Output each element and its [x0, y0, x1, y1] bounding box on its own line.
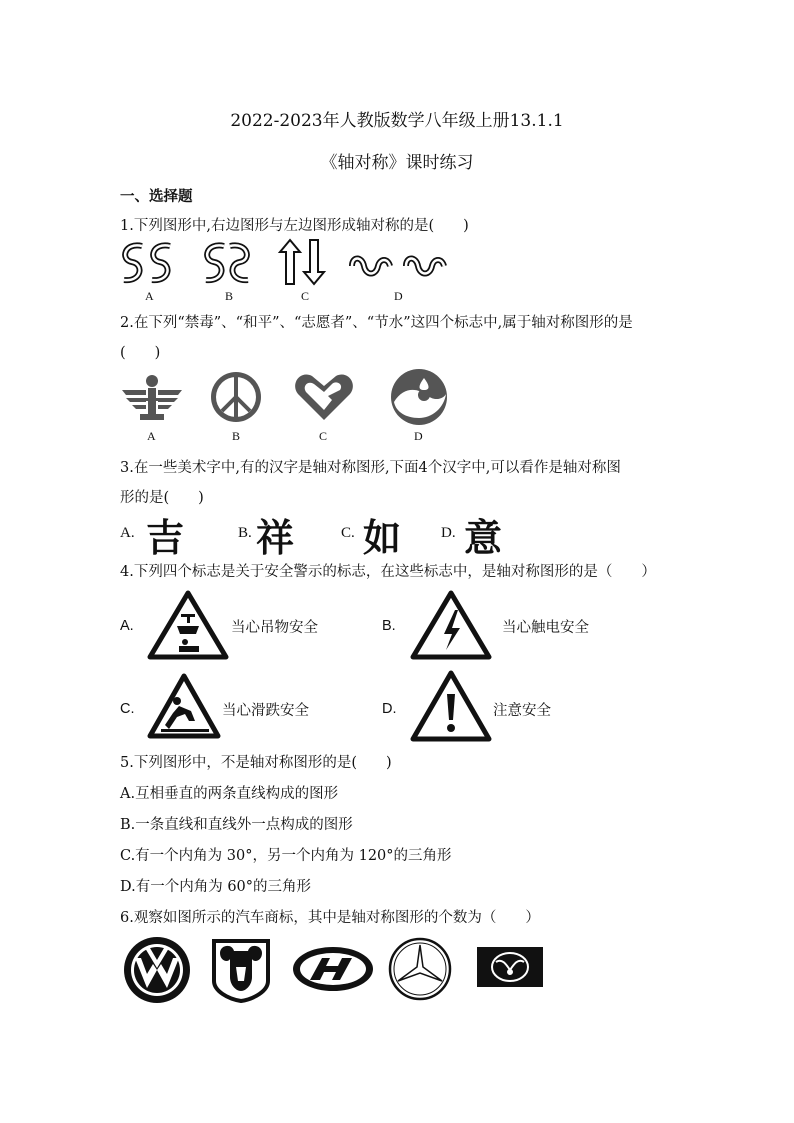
q3-option-b-char: 祥: [256, 516, 295, 560]
q2-label-a: A: [147, 429, 156, 443]
q5-option-a: A.互相垂直的两条直线构成的图形: [120, 786, 339, 802]
q4-option-a-letter: A.: [120, 618, 134, 634]
q2-stem-line1: 2.在下列“禁毒”、“和平”、“志愿者”、“节水”这四个标志中,属于轴对称图形的是: [120, 315, 633, 331]
q3-option-d-char: 意: [464, 516, 503, 560]
peace-icon: [208, 370, 264, 424]
q3-stem-line1: 3.在一些美术字中,有的汉字是轴对称图形,下面4个汉字中,可以看作是轴对称图: [120, 460, 621, 476]
q4-option-a-caption: 当心吊物安全: [231, 620, 318, 636]
q3-option-a-letter: A.: [120, 525, 135, 541]
q3-option-c-char: 如: [363, 516, 402, 560]
s-shape-pair-icon: [118, 240, 176, 286]
slip-warning-icon: [147, 673, 221, 739]
reversed-s-pair-icon: [198, 240, 256, 286]
q2-label-c: C: [319, 429, 328, 443]
q3-option-c-letter: C.: [341, 525, 355, 541]
q4-option-d-caption: 注意安全: [493, 703, 551, 719]
eagle-logo-icon: [120, 372, 184, 422]
mazda-logo-icon: [476, 946, 544, 988]
volkswagen-logo-icon: [121, 936, 193, 1004]
q1-label-d: D: [394, 289, 403, 303]
q2-stem-line2: ( ): [120, 345, 161, 361]
q4-option-d-letter: D.: [382, 701, 397, 717]
heart-hand-logo-icon: [292, 370, 356, 424]
q3-option-b-letter: B.: [238, 525, 252, 541]
q1-stem: 1.下列图形中,右边图形与左边图形成轴对称的是( ): [120, 218, 469, 234]
hoist-warning-icon: [147, 590, 229, 660]
page-title: 2022-2023年人教版数学八年级上册13.1.1: [230, 111, 564, 131]
q4-stem: 4.下列四个标志是关于安全警示的标志，在这些标志中，是轴对称图形的是（ ）: [120, 564, 656, 580]
q1-label-b: B: [225, 289, 234, 303]
section-heading: 一、选择题: [120, 189, 193, 205]
q5-option-c: C.有一个内角为 30°，另一个内角为 120°的三角形: [120, 848, 452, 864]
q5-option-b: B.一条直线和直线外一点构成的图形: [120, 817, 353, 833]
up-down-arrows-icon: [278, 238, 328, 286]
q3-option-d-letter: D.: [441, 525, 456, 541]
exclamation-warning-icon: [410, 670, 492, 742]
q6-stem: 6.观察如图所示的汽车商标，其中是轴对称图形的个数为（ ）: [120, 910, 540, 926]
q2-label-d: D: [414, 429, 423, 443]
dodge-ram-logo-icon: [210, 937, 272, 1003]
water-drop-logo-icon: [388, 368, 450, 426]
q3-option-a-char: 吉: [146, 516, 185, 560]
page-subtitle: 《轴对称》课时练习: [320, 153, 474, 173]
hyundai-logo-icon: [292, 946, 374, 992]
mercedes-logo-icon: [388, 937, 452, 1001]
q5-option-d: D.有一个内角为 60°的三角形: [120, 879, 312, 895]
wave-pair-icon: [348, 252, 450, 282]
electric-warning-icon: [410, 590, 492, 660]
q5-stem: 5.下列图形中，不是轴对称图形的是( ): [120, 755, 392, 771]
q4-option-b-caption: 当心触电安全: [502, 620, 589, 636]
q2-label-b: B: [232, 429, 241, 443]
q1-label-a: A: [145, 289, 154, 303]
q3-stem-line2: 形的是( ): [120, 490, 204, 506]
q1-label-c: C: [301, 289, 310, 303]
q4-option-b-letter: B.: [382, 618, 396, 634]
q4-option-c-caption: 当心滑跌安全: [222, 703, 309, 719]
q4-option-c-letter: C.: [120, 701, 135, 717]
